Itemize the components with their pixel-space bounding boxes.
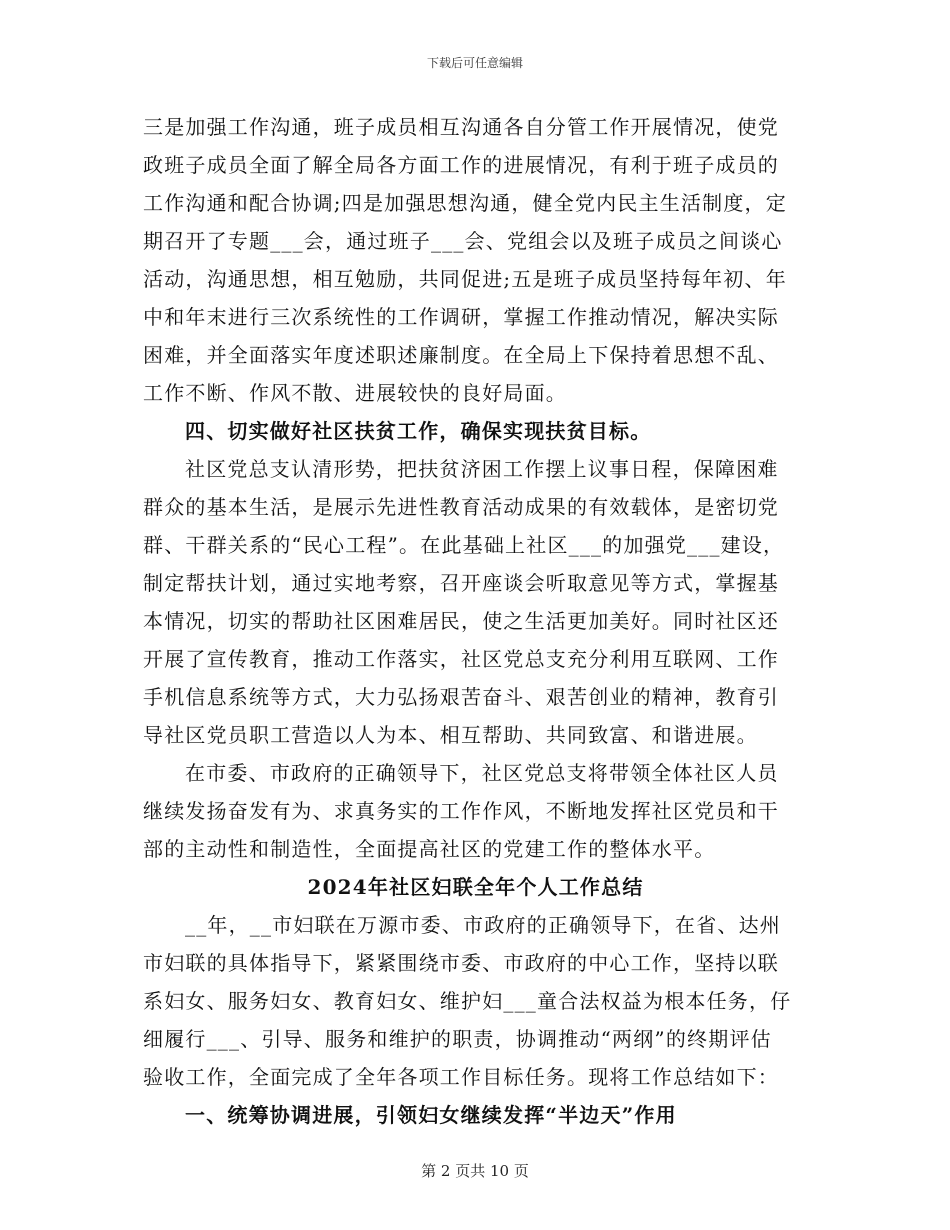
body-line: 部的主动性和制造性，全面提高社区的党建工作的整体水平。 — [143, 837, 716, 861]
body-line: 导社区党员职工营造以人为本、相互帮助、共同致富、和谐进展。 — [143, 723, 758, 747]
body-line: 活动，沟通思想，相互勉励，共同促进;五是班子成员坚持每年初、年 — [143, 267, 787, 291]
body-line: 政班子成员全面了解全局各方面工作的进展情况，有利于班子成员的 — [143, 153, 779, 177]
body-line: 困难，并全面落实年度述职述廉制度。在全局上下保持着思想不乱、 — [143, 343, 779, 367]
body-line: 系妇女、服务妇女、教育妇女、维护妇___童合法权益为根本任务，仔 — [143, 989, 792, 1013]
body-line: 手机信息系统等方式，大力弘扬艰苦奋斗、艰苦创业的精神，教育引 — [143, 685, 779, 709]
page-header: 下载后可任意编辑 — [426, 56, 523, 70]
page-footer: 第 2 页共 10 页 — [421, 1162, 529, 1180]
body-line: 三是加强工作沟通，班子成员相互沟通各自分管工作开展情况，使党 — [143, 115, 779, 139]
body-line: 工作沟通和配合协调;四是加强思想沟通，健全党内民主生活制度，定 — [143, 191, 787, 215]
body-line: 本情况，切实的帮助社区困难居民，使之生活更加美好。同时社区还 — [143, 609, 779, 633]
body-line: 群众的基本生活，是展示先进性教育活动成果的有效载体，是密切党 — [143, 495, 779, 519]
section-heading: 一、统筹协调进展，引领妇女继续发挥“半边天”作用 — [185, 1103, 677, 1127]
document-title: 2024年社区妇联全年个人工作总结 — [307, 875, 644, 899]
body-line: 社区党总支认清形势，把扶贫济困工作摆上议事日程，保障困难 — [185, 457, 779, 481]
body-line: 中和年末进行三次系统性的工作调研，掌握工作推动情况，解决实际 — [143, 305, 779, 329]
body-line: 群、干群关系的“民心工程”。在此基础上社区___的加强党___建设， — [143, 533, 785, 557]
body-line: 验收工作，全面完成了全年各项工作目标任务。现将工作总结如下： — [143, 1065, 779, 1089]
body-line: 继续发扬奋发有为、求真务实的工作作风，不断地发挥社区党员和干 — [143, 799, 779, 823]
body-line: 细履行___、引导、服务和维护的职责，协调推动“两纲”的终期评估 — [143, 1027, 772, 1051]
body-line: 制定帮扶计划，通过实地考察，召开座谈会听取意见等方式，掌握基 — [143, 571, 779, 595]
section-heading: 四、切实做好社区扶贫工作，确保实现扶贫目标。 — [185, 419, 652, 443]
body-line: 期召开了专题___会，通过班子___会、党组会以及班子成员之间谈心 — [143, 229, 783, 253]
body-line: 在市委、市政府的正确领导下，社区党总支将带领全体社区人员 — [185, 761, 779, 785]
body-line: 工作不断、作风不散、进展较快的良好局面。 — [143, 381, 567, 405]
body-line: 市妇联的具体指导下，紧紧围绕市委、市政府的中心工作，坚持以联 — [143, 951, 779, 975]
body-line: 开展了宣传教育，推动工作落实，社区党总支充分利用互联网、工作 — [143, 647, 779, 671]
body-line: __年，__市妇联在万源市委、市政府的正确领导下，在省、达州 — [185, 913, 781, 937]
document-body — [143, 108, 808, 1134]
